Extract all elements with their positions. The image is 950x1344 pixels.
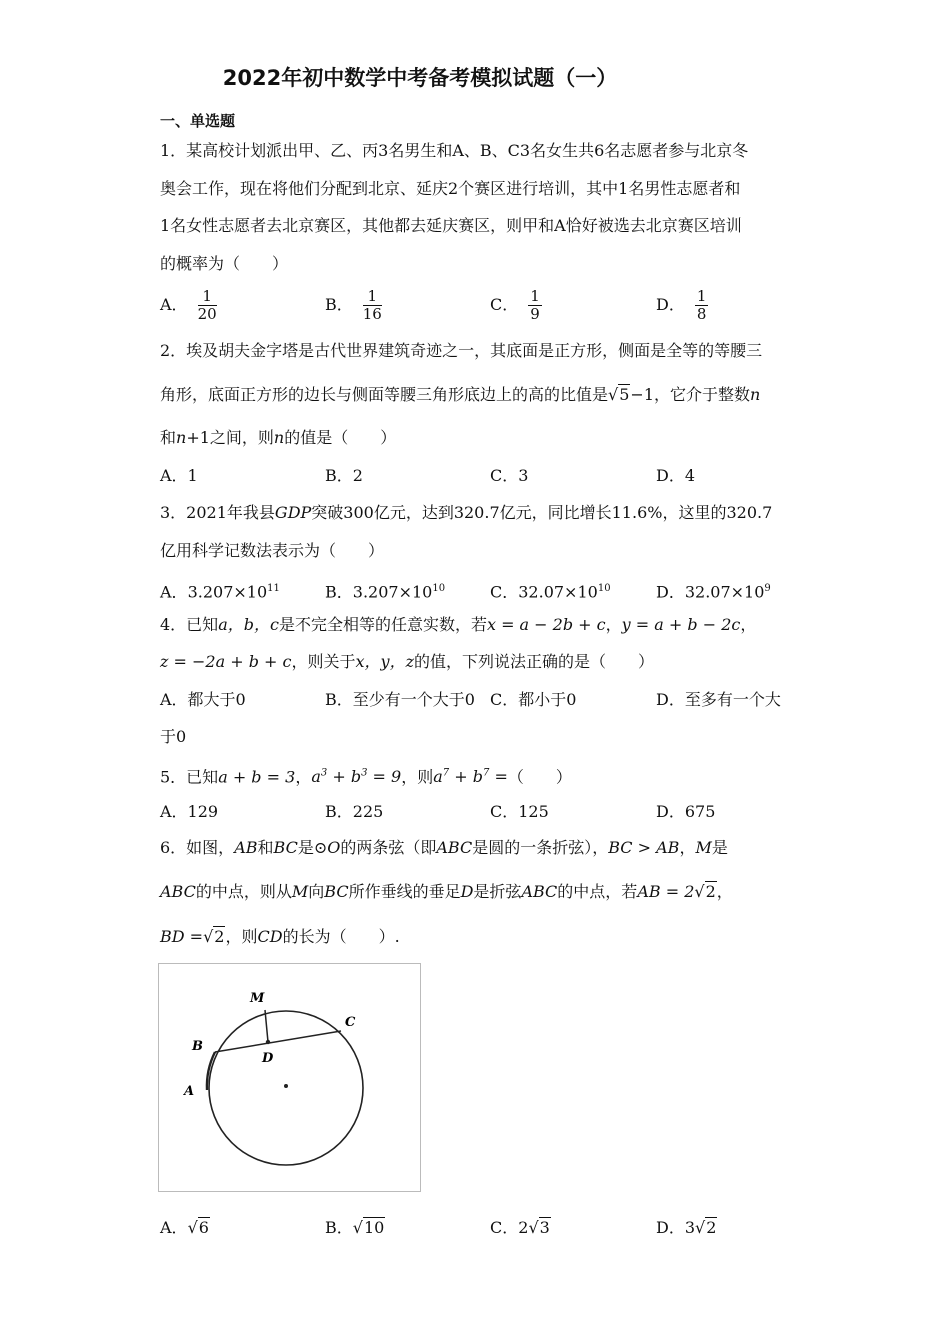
q6-option-d[interactable]: [656, 1218, 717, 1238]
segment: AB: [234, 838, 258, 857]
q2-line-1: 2．埃及胡夫金字塔是古代世界建筑奇迹之一，其底面是正方形，侧面是全等的等腰三: [160, 341, 763, 360]
q6-option-a[interactable]: [160, 1218, 210, 1238]
q2-option-a[interactable]: A．1: [160, 466, 198, 485]
radicand: 6: [198, 1218, 209, 1237]
text: ，: [740, 615, 757, 634]
number: 3.207×10: [187, 582, 268, 602]
page-title: 2022年初中数学中考备考模拟试题（一）: [222, 66, 618, 90]
fraction: [528, 288, 542, 323]
text: 是不完全相等的任意实数，若: [278, 615, 487, 634]
option-label: D．: [656, 1218, 685, 1237]
q1-option-a[interactable]: [160, 288, 217, 323]
exponent: 3: [361, 768, 368, 779]
text: ，则关于: [291, 652, 356, 671]
q5-option-d[interactable]: D．675: [656, 802, 716, 821]
q5-line: [160, 764, 572, 787]
point: M: [291, 882, 309, 901]
fraction: [198, 288, 217, 323]
text: 向: [308, 882, 325, 901]
text: 5．已知: [160, 767, 219, 787]
coefficient: 3: [684, 1218, 696, 1237]
q4-option-c[interactable]: C．都小于0: [490, 690, 577, 709]
option-label: B．: [325, 1218, 353, 1237]
text: ，: [716, 882, 733, 901]
q3-option-a[interactable]: [160, 579, 280, 602]
exponent: 10: [432, 583, 446, 594]
q5-option-a[interactable]: A．129: [160, 802, 219, 821]
option-label: A．: [160, 582, 188, 602]
q2-option-b[interactable]: B．2: [325, 466, 363, 485]
center-o: [284, 1084, 288, 1088]
radicand: 2: [706, 1218, 717, 1237]
equation-y: y = a + b − 2c: [621, 615, 741, 634]
radicand: 3: [539, 1218, 550, 1237]
text: 3．2021年我县: [160, 503, 275, 522]
label-d: D: [262, 1051, 274, 1066]
option-label: A．: [160, 295, 188, 314]
sqrt-expression: √10: [352, 1218, 385, 1237]
q1-option-b[interactable]: [325, 288, 382, 323]
text: 4．已知: [160, 615, 219, 634]
option-label: D．: [656, 295, 685, 314]
equation-1: a + b = 3: [218, 767, 296, 787]
denominator: 16: [362, 305, 382, 323]
number: 3.207×10: [352, 582, 433, 602]
term: a: [433, 767, 443, 787]
text: 和: [160, 428, 177, 447]
option-label: B．: [325, 295, 353, 314]
text: ，则: [225, 927, 258, 946]
text: 的中点，则从: [195, 882, 292, 901]
text: 的值是（ ）: [284, 428, 397, 447]
text: 是圆的一条折弦），: [472, 838, 609, 857]
q2-option-d[interactable]: D．4: [656, 466, 696, 485]
text: 6．如图，: [160, 838, 235, 857]
perpendicular-md: [265, 1010, 268, 1042]
option-label: C．: [490, 295, 519, 314]
text: ，: [679, 838, 696, 857]
label-a: A: [184, 1084, 195, 1099]
q2-option-c[interactable]: C．3: [490, 466, 529, 485]
variables: x，y，z: [355, 652, 415, 671]
segment: BC: [324, 882, 349, 901]
text: ，则: [401, 767, 434, 787]
option-label: B．: [325, 582, 353, 602]
equation-z: z = −2a + b + c: [160, 652, 292, 671]
numerator: 1: [198, 288, 217, 306]
q6-line-2: [160, 882, 733, 902]
text: 的值，下列说法正确的是（ ）: [414, 652, 655, 671]
q3-option-c[interactable]: [490, 579, 611, 602]
coefficient: 2: [518, 1218, 529, 1237]
q1-option-c[interactable]: [490, 288, 542, 323]
variable: n: [750, 385, 761, 404]
equation-x: x = a − 2b + c: [486, 615, 606, 634]
text: 的长为（ ）.: [282, 927, 400, 946]
term: + b: [327, 767, 362, 787]
q5-option-c[interactable]: C．125: [490, 802, 549, 821]
q1-line-2: 奥会工作，现在将他们分配到北京、延庆2个赛区进行培训，其中1名男性志愿者和: [160, 179, 741, 198]
radicand: 10: [363, 1218, 385, 1237]
sqrt-expression: √3: [528, 1218, 550, 1237]
equation-2: [311, 767, 401, 786]
number: 32.07×10: [518, 582, 598, 602]
radicand: 2: [705, 882, 716, 901]
sqrt-expression: √2: [203, 927, 225, 946]
point-d: [266, 1040, 270, 1044]
q3-line-2: 亿用科学记数法表示为（ ）: [160, 541, 385, 560]
term: GDP: [274, 503, 312, 522]
text: 是折弦: [473, 882, 522, 901]
fraction: [695, 288, 709, 323]
q3-option-d[interactable]: [656, 579, 771, 602]
exponent: 7: [482, 768, 490, 779]
radicand: 2: [214, 927, 225, 946]
text: −1，它介于整数: [630, 385, 750, 404]
chord-bc: [215, 1031, 341, 1052]
arc: ABC: [160, 882, 196, 901]
segment: CD: [257, 927, 283, 946]
label-b: B: [192, 1039, 203, 1054]
term: = 9: [367, 767, 402, 787]
text: 所作垂线的垂足: [348, 882, 461, 901]
geometry-figure: [158, 963, 421, 1192]
denominator: 9: [530, 305, 540, 323]
option-label: C．: [490, 582, 519, 602]
q5-option-b[interactable]: B．225: [325, 802, 384, 821]
point: O: [327, 838, 341, 857]
variables: a，b，c: [218, 615, 279, 634]
q6-line-3: [160, 927, 400, 947]
text: 和: [257, 838, 274, 857]
text: 突破300亿元，达到320.7亿元，同比增长11.6%，这里的320.7: [311, 503, 773, 522]
point: D: [460, 882, 474, 901]
term: a: [311, 767, 321, 787]
q4-option-d-wrap: 于0: [160, 727, 187, 746]
arc: ABC: [436, 838, 473, 857]
term: =: [489, 767, 508, 787]
section-heading: 一、单选题: [160, 112, 236, 130]
equation: BD =: [160, 927, 204, 946]
q3-line-1: [160, 503, 772, 523]
q2-line-3: [160, 428, 396, 448]
fraction: [363, 288, 382, 323]
q6-line-1: [160, 838, 728, 858]
segment: BC: [273, 838, 298, 857]
denominator: 20: [197, 305, 217, 323]
text: ，: [295, 767, 312, 787]
q2-line-2: [160, 385, 760, 405]
q4-option-a[interactable]: A．都大于0: [160, 690, 246, 709]
q1-line-4: 的概率为（ ）: [160, 254, 289, 273]
q4-option-b[interactable]: B．至少有一个大于0: [325, 690, 475, 709]
sqrt-expression: √2: [695, 1218, 717, 1237]
exponent: 3: [320, 768, 328, 779]
label-c: C: [345, 1015, 356, 1030]
q3-option-b[interactable]: [325, 579, 445, 602]
q1-option-d[interactable]: [656, 288, 708, 323]
text: ，: [605, 615, 622, 634]
text: +1之间，则: [186, 428, 274, 447]
numerator: 1: [530, 287, 540, 305]
q6-option-b[interactable]: [325, 1218, 385, 1238]
q1-line-3: 1名女性志愿者去北京赛区，其他都去延庆赛区，则甲和A恰好被选去北京赛区培训: [160, 216, 742, 235]
option-label: D．: [656, 582, 685, 602]
number: 32.07×10: [684, 582, 765, 602]
q6-option-c[interactable]: [490, 1218, 551, 1238]
sqrt-expression: √5: [608, 385, 630, 404]
q4-line-2: [160, 652, 654, 672]
text: 的两条弦（即: [340, 838, 437, 857]
numerator: 1: [363, 288, 382, 306]
q4-line-1: [160, 615, 756, 635]
term: + b: [449, 767, 483, 787]
sqrt-expression: √6: [187, 1218, 209, 1237]
point: M: [695, 838, 712, 857]
text: （ ）: [507, 767, 572, 787]
variable: n: [176, 428, 187, 447]
circle-diagram: [159, 964, 422, 1193]
option-label: C．: [490, 1218, 519, 1237]
radicand: 5: [619, 385, 630, 404]
text: 是⊙: [297, 838, 328, 857]
text: 角形，底面正方形的边长与侧面等腰三角形底边上的高的比值是: [160, 385, 609, 404]
label-m: M: [250, 991, 265, 1006]
option-label: A．: [160, 1218, 188, 1237]
text: 是: [711, 838, 728, 857]
q4-option-d[interactable]: D．至多有一个大: [656, 690, 781, 709]
numerator: 1: [696, 287, 707, 305]
denominator: 8: [696, 305, 707, 323]
arc: ABC: [521, 882, 558, 901]
inequality: BC > AB: [608, 838, 680, 857]
equation-3: [433, 767, 508, 786]
text: 的中点，若: [557, 882, 638, 901]
exponent: 7: [442, 768, 450, 779]
variable: n: [273, 428, 285, 447]
sqrt-expression: √2: [694, 882, 716, 901]
exponent: 9: [764, 583, 771, 594]
q1-line-1: 1．某高校计划派出甲、乙、丙3名男生和A、B、C3名女生共6名志愿者参与北京冬: [160, 141, 749, 160]
exponent: 11: [267, 583, 280, 594]
equation: AB = 2: [637, 882, 695, 901]
exponent: 10: [597, 583, 611, 594]
